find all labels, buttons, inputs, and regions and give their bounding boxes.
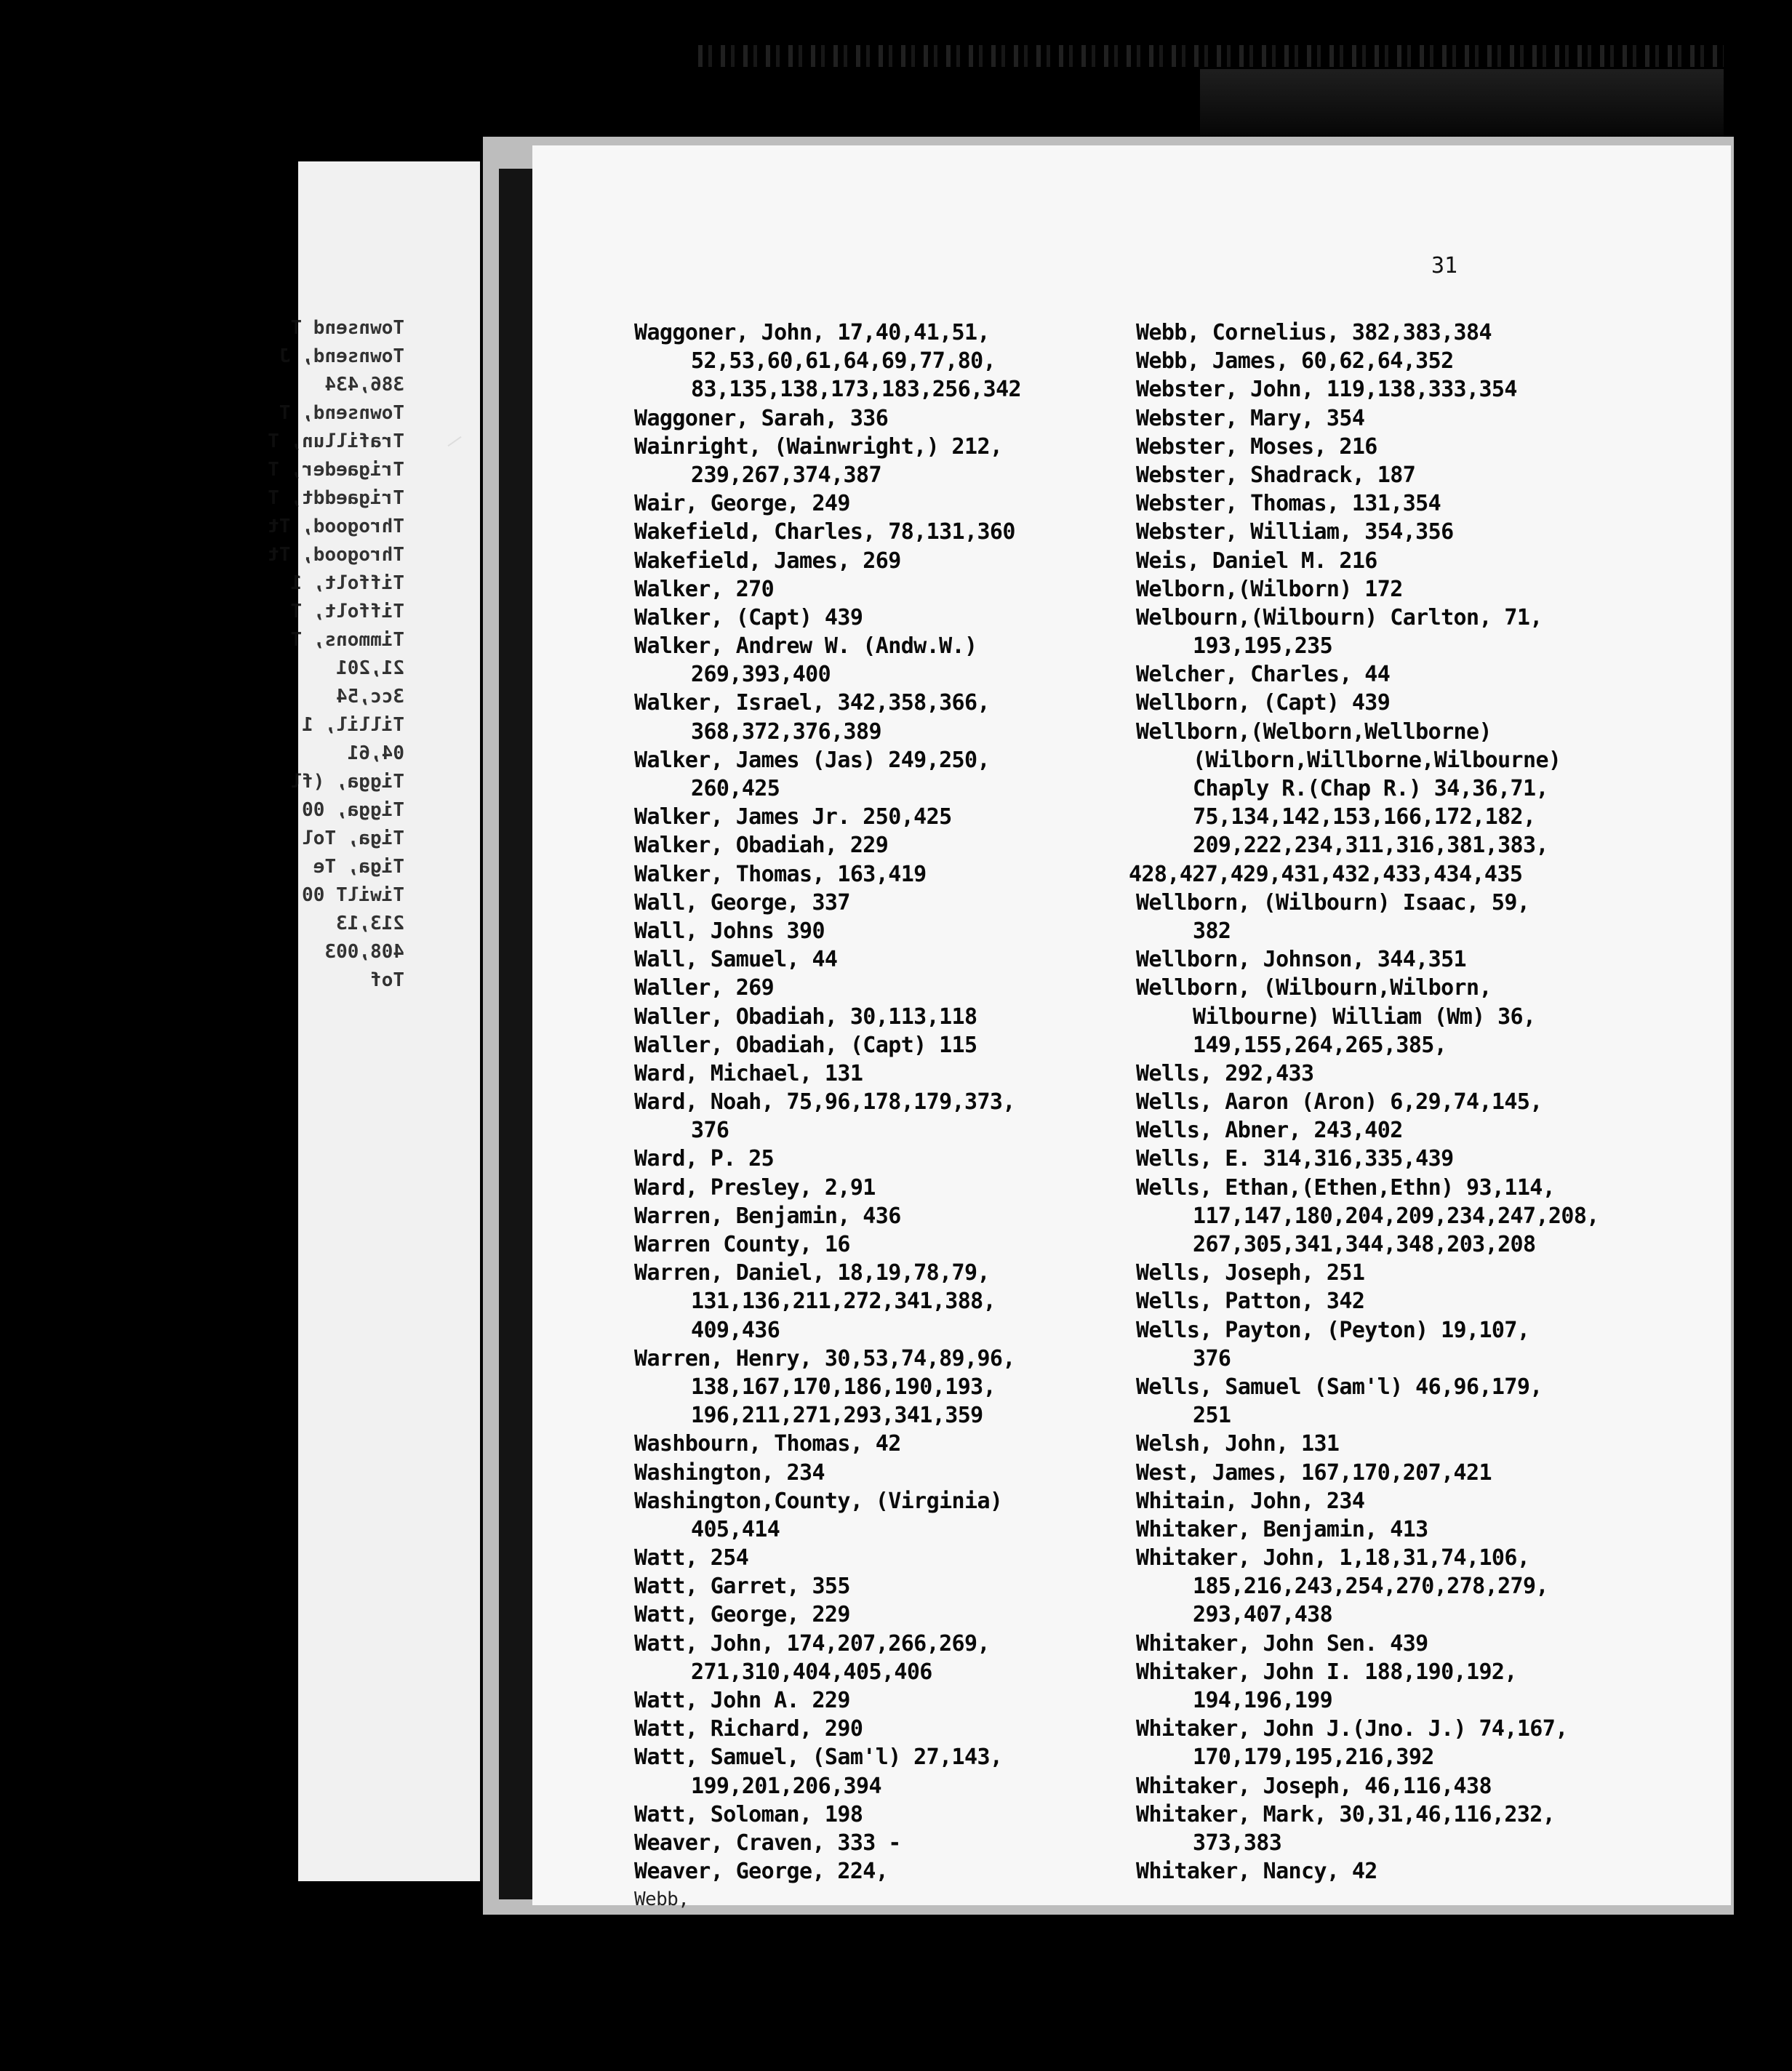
index-entry: Wells, Abner, 243,402: [1136, 1118, 1403, 1144]
index-entry: Walker, James Jr. 250,425: [634, 804, 952, 830]
index-entry: Warren, Daniel, 18,19,78,79,: [634, 1260, 990, 1286]
facing-page-bleed-text: Townsend T Townsend, J 386,434 Townsend, T Trafillun, T Trigaeder, T Trigaeddt, T Throgood, Tt Throgood, Tt Tiffolt, 1 Tiffolt, T Timmons, T 21,201 3cc,54 Tillil, 1 04,61 Tigga, (fl Tigga, 00 Tiga, Tol Tiga, Te TiwilT 00 213,13 408,003 Tof: [268, 317, 404, 991]
index-entry-continuation: Wilbourne) William (Wm) 36,: [1193, 1004, 1536, 1030]
index-entry: Wair, George, 249: [634, 491, 850, 517]
index-entry: Walker, (Capt) 439: [634, 604, 863, 630]
index-entry: Webb, Cornelius, 382,383,384: [1136, 320, 1492, 345]
index-entry: Webb, James, 60,62,64,352: [1136, 348, 1454, 374]
index-entry: 428,427,429,431,432,433,434,435: [1129, 861, 1523, 887]
index-entry: Wall, Samuel, 44: [634, 947, 838, 973]
index-entry: Watt, Garret, 355: [634, 1574, 850, 1600]
index-entry: Wells, Patton, 342: [1136, 1289, 1365, 1315]
index-entry-continuation: 194,196,199: [1193, 1688, 1333, 1713]
index-entry: Whitaker, John I. 188,190,192,: [1136, 1659, 1517, 1685]
index-entry: Whitaker, John, 1,18,31,74,106,: [1136, 1545, 1530, 1571]
index-entry: Welbourn,(Wilbourn) Carlton, 71,: [1136, 604, 1543, 630]
index-entry-continuation: Chaply R.(Chap R.) 34,36,71,: [1193, 776, 1548, 801]
facing-page-strip: [268, 161, 480, 1881]
index-entry-continuation: 83,135,138,173,183,256,342: [691, 377, 1021, 403]
index-entry: Walker, Andrew W. (Andw.W.): [634, 633, 977, 660]
index-entry: Watt, 254: [634, 1545, 749, 1571]
index-entry: Wells, Ethan,(Ethen,Ethn) 93,114,: [1136, 1174, 1556, 1201]
index-entry: Waller, Obadiah, 30,113,118: [634, 1004, 977, 1030]
index-entry: Whitaker, Mark, 30,31,46,116,232,: [1136, 1801, 1556, 1827]
index-entry: Wall, Johns 390: [634, 918, 825, 944]
index-entry: Welsh, John, 131: [1136, 1431, 1340, 1457]
right-column: [1129, 319, 1689, 1886]
index-entry-continuation: 260,425: [691, 776, 780, 801]
index-entry: Wells, Joseph, 251: [1136, 1260, 1365, 1286]
index-entry-continuation: 52,53,60,61,64,69,77,80,: [691, 348, 996, 374]
index-entry: Whitain, John, 234: [1136, 1488, 1365, 1514]
index-entry-continuation: 376: [691, 1118, 729, 1144]
page-number: 31: [1431, 253, 1458, 279]
index-entry: Whitaker, John Sen. 439: [1136, 1630, 1428, 1657]
left-column: [634, 319, 1187, 1915]
index-entry: Ward, Presley, 2,91: [634, 1174, 876, 1201]
index-entry: Ward, Noah, 75,96,178,179,373,: [634, 1089, 1015, 1115]
index-entry: Watt, Richard, 290: [634, 1716, 863, 1742]
index-entry: Wellborn, (Wilbourn,Wilborn,: [1136, 975, 1492, 1001]
index-entry-continuation: 376: [1193, 1345, 1231, 1371]
index-entry: Welborn,(Wilborn) 172: [1136, 576, 1403, 602]
index-entry: Ward, P. 25: [634, 1146, 775, 1172]
index-entry: Watt, Soloman, 198: [634, 1801, 863, 1827]
index-entry-continuation: 199,201,206,394: [691, 1773, 881, 1799]
index-entry: Watt, George, 229: [634, 1602, 850, 1628]
index-entry: Whitaker, Joseph, 46,116,438: [1136, 1773, 1492, 1799]
index-entry-continuation: 373,383: [1193, 1830, 1282, 1856]
index-entry: Walker, 270: [634, 576, 775, 602]
index-entry: Wall, George, 337: [634, 889, 850, 916]
index-entry: Wellborn, (Capt) 439: [1136, 690, 1391, 716]
index-entry-continuation: 196,211,271,293,341,359: [691, 1403, 983, 1429]
index-entry: Washbourn, Thomas, 42: [634, 1431, 901, 1457]
index-entry: Webster, John, 119,138,333,354: [1136, 377, 1517, 403]
index-entry: Webster, Thomas, 131,354: [1136, 491, 1441, 517]
index-entry: Webster, William, 354,356: [1136, 519, 1454, 545]
index-entry: Webster, Mary, 354: [1136, 405, 1365, 431]
index-entry: Waller, Obadiah, (Capt) 115: [634, 1032, 977, 1058]
index-entry: Wells, Payton, (Peyton) 19,107,: [1136, 1317, 1530, 1343]
index-entry-continuation: 185,216,243,254,270,278,279,: [1193, 1574, 1548, 1600]
index-entry-continuation: 293,407,438: [1193, 1602, 1333, 1628]
index-entry-continuation: 382: [1193, 918, 1231, 944]
index-page: [532, 145, 1731, 1911]
index-entry: Walker, Thomas, 163,419: [634, 861, 927, 887]
index-entry: Webster, Moses, 216: [1136, 433, 1377, 460]
index-entry-continuation: 209,222,234,311,316,381,383,: [1193, 833, 1548, 859]
index-entry: Welcher, Charles, 44: [1136, 662, 1391, 688]
index-entry-continuation: 269,393,400: [691, 662, 831, 688]
index-entry: Wells, 292,433: [1136, 1060, 1314, 1086]
index-entry: Watt, John A. 229: [634, 1688, 850, 1713]
index-entry: Walker, James (Jas) 249,250,: [634, 747, 990, 773]
index-entry-continuation: 271,310,404,405,406: [691, 1659, 932, 1685]
index-entry-continuation: 409,436: [691, 1317, 780, 1343]
index-entry-continuation: 75,134,142,153,166,172,182,: [1193, 804, 1536, 830]
index-entry: Wellborn, (Wilbourn) Isaac, 59,: [1136, 889, 1530, 916]
index-entry: Watt, Samuel, (Sam'l) 27,143,: [634, 1744, 1003, 1771]
index-entry-continuation: 138,167,170,186,190,193,: [691, 1374, 996, 1400]
index-entry: Wells, Samuel (Sam'l) 46,96,179,: [1136, 1374, 1543, 1400]
index-entry: Wellborn,(Welborn,Wellborne): [1136, 718, 1492, 745]
index-entry: Weaver, Craven, 333 -: [634, 1830, 901, 1856]
index-entry: Warren, Henry, 30,53,74,89,96,: [634, 1345, 1015, 1371]
index-entry: Wainright, (Wainwright,) 212,: [634, 433, 1003, 460]
index-entry: Wellborn, Johnson, 344,351: [1136, 947, 1466, 973]
index-entry: Weis, Daniel M. 216: [1136, 548, 1377, 574]
index-entry-continuation: 267,305,341,344,348,203,208: [1193, 1232, 1536, 1257]
index-entry: Walker, Israel, 342,358,366,: [634, 690, 990, 716]
index-entry-continuation: 405,414: [691, 1516, 780, 1542]
index-entry-continuation: 368,372,376,389: [691, 718, 881, 745]
index-entry: Whitaker, John J.(Jno. J.) 74,167,: [1136, 1716, 1568, 1742]
index-entry-continuation: 193,195,235: [1193, 633, 1333, 660]
index-entry-continuation: 117,147,180,204,209,234,247,208,: [1193, 1203, 1599, 1229]
index-entry: Walker, Obadiah, 229: [634, 833, 889, 859]
index-entry-continuation: 170,179,195,216,392: [1193, 1744, 1434, 1771]
index-entry: West, James, 167,170,207,421: [1136, 1459, 1492, 1486]
index-entry: Wakefield, Charles, 78,131,360: [634, 519, 1015, 545]
index-entry: Ward, Michael, 131: [634, 1060, 863, 1086]
index-entry: Waller, 269: [634, 975, 775, 1001]
index-entry: Washington, 234: [634, 1459, 825, 1486]
index-entry-continuation: 239,267,374,387: [691, 462, 881, 488]
index-entry: Whitaker, Nancy, 42: [1136, 1859, 1377, 1885]
index-entry-continuation: (Wilborn,Willborne,Wilbourne): [1193, 747, 1561, 773]
index-entry: Whitaker, Benjamin, 413: [1136, 1516, 1428, 1542]
index-entry: Washington,County, (Virginia): [634, 1488, 1003, 1514]
index-entry: Webster, Shadrack, 187: [1136, 462, 1416, 488]
index-entry-continuation: 251: [1193, 1403, 1231, 1429]
index-entry: Waggoner, John, 17,40,41,51,: [634, 320, 990, 345]
index-entry: Warren, Benjamin, 436: [634, 1203, 901, 1229]
index-entry: Watt, John, 174,207,266,269,: [634, 1630, 990, 1657]
index-entry-continuation: 131,136,211,272,341,388,: [691, 1289, 996, 1315]
book-spine: [499, 169, 532, 1899]
film-top-edge: [698, 45, 1724, 67]
index-entry: Webb,: [634, 1888, 689, 1911]
index-entry: Waggoner, Sarah, 336: [634, 405, 889, 431]
index-entry: Weaver, George, 224,: [634, 1859, 889, 1885]
index-entry: Warren County, 16: [634, 1232, 850, 1257]
index-entry: Wakefield, James, 269: [634, 548, 901, 574]
index-entry-continuation: 149,155,264,265,385,: [1193, 1032, 1447, 1058]
index-entry: Wells, E. 314,316,335,439: [1136, 1146, 1454, 1172]
index-entry: Wells, Aaron (Aron) 6,29,74,145,: [1136, 1089, 1543, 1115]
